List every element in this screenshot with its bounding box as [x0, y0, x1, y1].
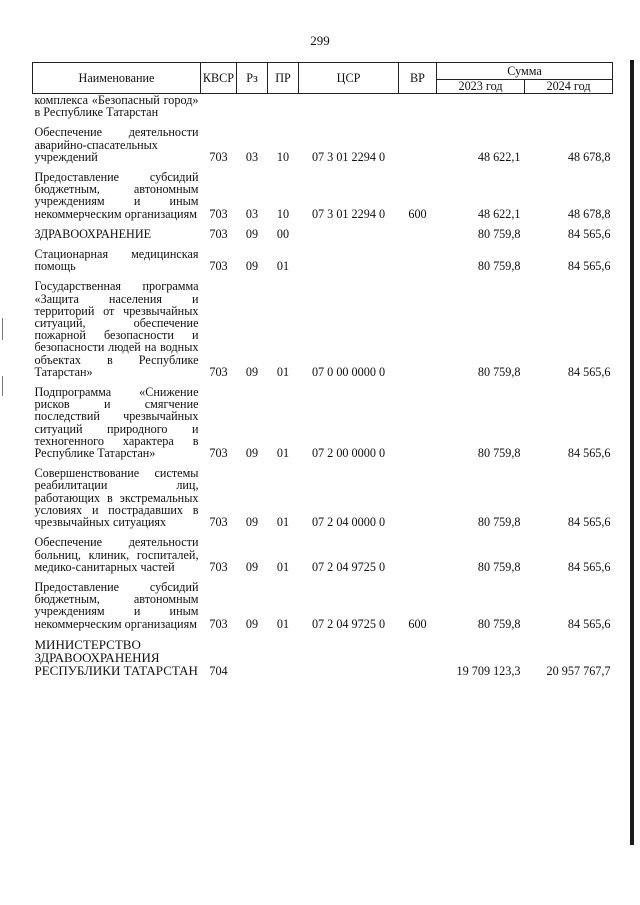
- row-vr: [399, 379, 437, 460]
- row-sum-2023: 19 709 123,3: [456, 663, 521, 678]
- row-name: МИНИСТЕРСТВО ЗДРАВООХРАНЕНИЯ РЕСПУБЛИКИ ТАТАРСТАН: [34, 636, 198, 678]
- row-name: Стационарная медицинская помощь: [34, 247, 199, 274]
- row-sum-2023: 80 759,8: [477, 259, 521, 274]
- row-sum-2024: 84 565,6: [567, 364, 611, 379]
- row-vr: 600: [408, 206, 427, 221]
- row-vr: [399, 119, 437, 164]
- row-kvsr: 704: [209, 663, 228, 678]
- row-csr: 07 2 04 9725 0: [311, 616, 386, 631]
- row-kvsr: 703: [209, 446, 228, 461]
- row-pr: 01: [276, 364, 290, 379]
- header-csr: ЦСР: [299, 63, 399, 94]
- table-row: [33, 460, 613, 529]
- row-sum-2024: 84 565,6: [567, 259, 611, 274]
- row-name: Совершенствование системы реабилитации лиц, работающих в экстремальных условиях и пострадавших в чрезвычайных ситуациях: [34, 466, 199, 530]
- table-row: [33, 241, 613, 273]
- row-kvsr: 703: [209, 149, 228, 164]
- row-sum-2024: 84 565,6: [567, 515, 611, 530]
- row-vr: [399, 221, 437, 241]
- header-rz: Рз: [237, 63, 268, 94]
- row-sum-2023: 48 622,1: [477, 149, 521, 164]
- budget-table: [32, 62, 613, 678]
- row-sum-2023: 48 622,1: [477, 206, 521, 221]
- row-kvsr: 703: [209, 226, 228, 241]
- row-rz: 09: [245, 226, 259, 241]
- table-body: [33, 94, 613, 678]
- header-year-2024: 2024 год: [525, 80, 613, 94]
- header-year-2023: 2023 год: [437, 80, 525, 94]
- header-kvsr: КВСР: [201, 63, 237, 94]
- table-row: [33, 94, 613, 120]
- row-kvsr: 703: [209, 515, 228, 530]
- row-sum-2024: 48 678,8: [567, 149, 611, 164]
- row-csr: [299, 631, 399, 678]
- row-rz: 09: [245, 364, 259, 379]
- row-csr: 07 3 01 2294 0: [311, 206, 386, 221]
- table-row: [33, 631, 613, 678]
- row-csr: [299, 221, 399, 241]
- row-kvsr: 703: [209, 206, 228, 221]
- row-sum-2024: 84 565,6: [567, 446, 611, 461]
- row-kvsr: [201, 94, 237, 120]
- budget-table-container: [32, 62, 612, 678]
- row-sum-2023: 80 759,8: [477, 515, 521, 530]
- row-sum-2023: 80 759,8: [477, 364, 521, 379]
- row-sum-2024: 84 565,6: [567, 616, 611, 631]
- row-vr: 600: [408, 616, 427, 631]
- header-name: Наименование: [33, 63, 201, 94]
- row-rz: [237, 631, 268, 678]
- row-csr: [299, 94, 399, 120]
- row-sum-2023: 80 759,8: [477, 226, 521, 241]
- table-row: [33, 221, 613, 241]
- table-header: [33, 63, 613, 94]
- row-pr: [268, 631, 299, 678]
- row-kvsr: 703: [209, 559, 228, 574]
- row-pr: 01: [276, 515, 290, 530]
- row-csr: 07 2 04 0000 0: [311, 515, 386, 530]
- row-sum-2024: [525, 94, 613, 120]
- table-row: [33, 379, 613, 460]
- table-row: [33, 574, 613, 631]
- row-name: Предоставление субсидий бюджетным, автономным учреждениям и иным некоммерческим организациям: [34, 579, 199, 631]
- table-row: [33, 529, 613, 574]
- row-vr: [399, 631, 437, 678]
- header-pr: ПР: [268, 63, 299, 94]
- row-name: Предоставление субсидий бюджетным, автономным учреждениям и иным некоммерческим организациям: [34, 170, 199, 221]
- row-name: ЗДРАВООХРАНЕНИЕ: [34, 226, 152, 241]
- row-rz: 09: [245, 616, 259, 631]
- row-rz: 09: [245, 515, 259, 530]
- row-kvsr: 703: [209, 616, 228, 631]
- row-rz: 09: [245, 259, 259, 274]
- row-rz: 03: [245, 149, 259, 164]
- row-name: Государственная программа «Защита населения и территорий от чрезвычайных ситуаций, обеспечение пожарной безопасности и безопасности людей на водных объектах в Республике Татарстан»: [34, 279, 199, 379]
- row-pr: [268, 94, 299, 120]
- row-sum-2023: 80 759,8: [477, 616, 521, 631]
- header-sum: Сумма: [437, 63, 613, 80]
- row-vr: [399, 273, 437, 379]
- row-csr: 07 0 00 0000 0: [311, 364, 386, 379]
- row-vr: [399, 94, 437, 120]
- row-sum-2024: 20 957 767,7: [546, 663, 611, 678]
- row-sum-2023: 80 759,8: [477, 559, 521, 574]
- row-pr: 00: [276, 226, 290, 241]
- row-kvsr: 703: [209, 259, 228, 274]
- page-number: 299: [310, 33, 330, 48]
- row-csr: 07 2 00 0000 0: [311, 446, 386, 461]
- row-rz: 03: [245, 206, 259, 221]
- scan-edge-line: [630, 60, 634, 845]
- row-rz: 09: [245, 446, 259, 461]
- row-csr: 07 2 04 9725 0: [311, 559, 386, 574]
- row-pr: 01: [276, 446, 290, 461]
- row-name: Обеспечение деятельности больниц, клиник, госпиталей, медико-санитарных частей: [34, 535, 199, 574]
- row-pr: 10: [276, 149, 290, 164]
- header-vr: ВР: [399, 63, 437, 94]
- row-vr: [399, 529, 437, 574]
- row-pr: 01: [276, 559, 290, 574]
- table-row: [33, 119, 613, 164]
- row-csr: [299, 241, 399, 273]
- row-vr: [399, 460, 437, 529]
- row-name: Подпрограмма «Снижение рисков и смягчение последствий чрезвычайных ситуаций природного и техногенного характера в Республике Татарстан»: [34, 385, 199, 461]
- row-pr: 01: [276, 259, 290, 274]
- row-sum-2023: 80 759,8: [477, 446, 521, 461]
- row-sum-2024: 84 565,6: [567, 226, 611, 241]
- table-row: [33, 273, 613, 379]
- row-csr: 07 3 01 2294 0: [311, 149, 386, 164]
- row-rz: 09: [245, 559, 259, 574]
- row-name: Обеспечение деятельности аварийно-спасательных учреждений: [34, 125, 199, 164]
- row-kvsr: 703: [209, 364, 228, 379]
- row-rz: [237, 94, 268, 120]
- row-sum-2024: 48 678,8: [567, 206, 611, 221]
- row-pr: 10: [276, 206, 290, 221]
- row-vr: [399, 241, 437, 273]
- row-sum-2023: [437, 94, 525, 120]
- scan-margin-mark: [2, 376, 3, 396]
- row-pr: 01: [276, 616, 290, 631]
- table-row: [33, 164, 613, 221]
- row-sum-2024: 84 565,6: [567, 559, 611, 574]
- scan-margin-mark: [2, 318, 3, 340]
- row-name: комплекса «Безопасный город» в Республике Татарстан: [34, 93, 199, 120]
